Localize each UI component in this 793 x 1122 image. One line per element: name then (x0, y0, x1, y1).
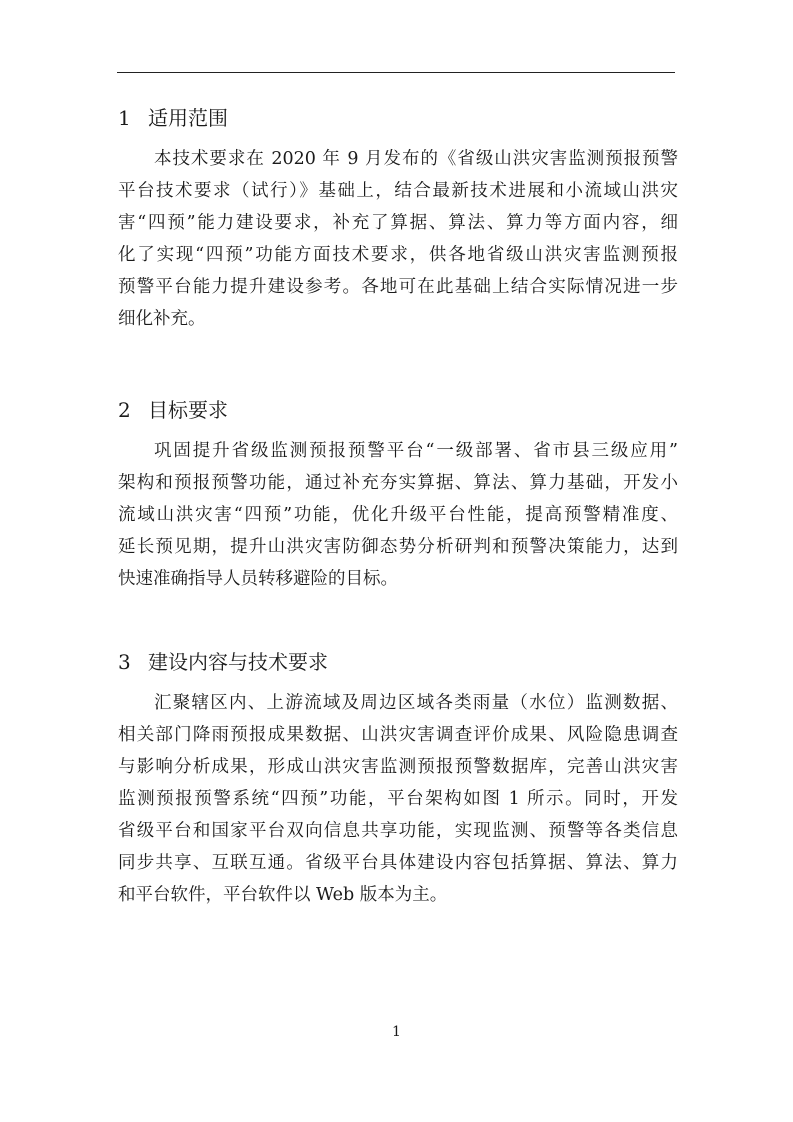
section-heading-3 (118, 650, 328, 674)
paragraph-line: 和平台软件，平台软件以 Web 版本为主。 (118, 885, 448, 905)
section-number: 3 (118, 650, 131, 674)
header-rule (117, 72, 675, 73)
paragraph-line: 架构和预报预警功能，通过补充夯实算据、算法、算力基础，开发小 (118, 473, 678, 493)
paragraph-line: 细化补充。 (118, 309, 206, 329)
paragraph-line: 预警平台能力提升建设参考。各地可在此基础上结合实际情况进一步 (118, 277, 678, 297)
section-title: 建设内容与技术要求 (148, 650, 328, 674)
paragraph-line: 快速准确指导人员转移避险的目标。 (118, 569, 398, 589)
paragraph-line: 监测预报预警系统“四预”功能，平台架构如图 1 所示。同时，开发 (118, 789, 678, 809)
paragraph-line: 平台技术要求（试行）》基础上，结合最新技术进展和小流域山洪灾 (118, 181, 678, 201)
paragraph-line: 同步共享、互联互通。省级平台具体建设内容包括算据、算法、算力 (118, 853, 678, 873)
paragraph-line: 巩固提升省级监测预报预警平台“一级部署、省市县三级应用” (154, 441, 678, 461)
section-number: 1 (118, 106, 131, 130)
section-heading-1 (118, 106, 228, 130)
section-paragraph-1 (118, 143, 678, 335)
paragraph-line: 流域山洪灾害“四预”功能，优化升级平台性能，提高预警精准度、 (118, 505, 678, 525)
section-paragraph-2 (118, 435, 678, 595)
paragraph-line: 本技术要求在 2020 年 9 月发布的《省级山洪灾害监测预报预警 (154, 149, 678, 169)
paragraph-line: 相关部门降雨预报成果数据、山洪灾害调查评价成果、风险隐患调查 (118, 725, 678, 745)
section-number: 2 (118, 398, 131, 422)
paragraph-line: 汇聚辖区内、上游流域及周边区域各类雨量（水位）监测数据、 (154, 693, 678, 713)
section-paragraph-3 (118, 687, 678, 911)
section-title: 适用范围 (148, 106, 228, 130)
paragraph-line: 害“四预”能力建设要求，补充了算据、算法、算力等方面内容，细 (118, 213, 678, 233)
paragraph-line: 与影响分析成果，形成山洪灾害监测预报预警数据库，完善山洪灾害 (118, 757, 678, 777)
paragraph-line: 省级平台和国家平台双向信息共享功能，实现监测、预警等各类信息 (118, 821, 678, 841)
section-heading-2 (118, 398, 228, 422)
section-title: 目标要求 (148, 398, 228, 422)
paragraph-line: 化了实现“四预”功能方面技术要求，供各地省级山洪灾害监测预报 (118, 245, 678, 265)
paragraph-line: 延长预见期，提升山洪灾害防御态势分析研判和预警决策能力，达到 (118, 537, 678, 557)
page-number: 1 (392, 1024, 401, 1040)
